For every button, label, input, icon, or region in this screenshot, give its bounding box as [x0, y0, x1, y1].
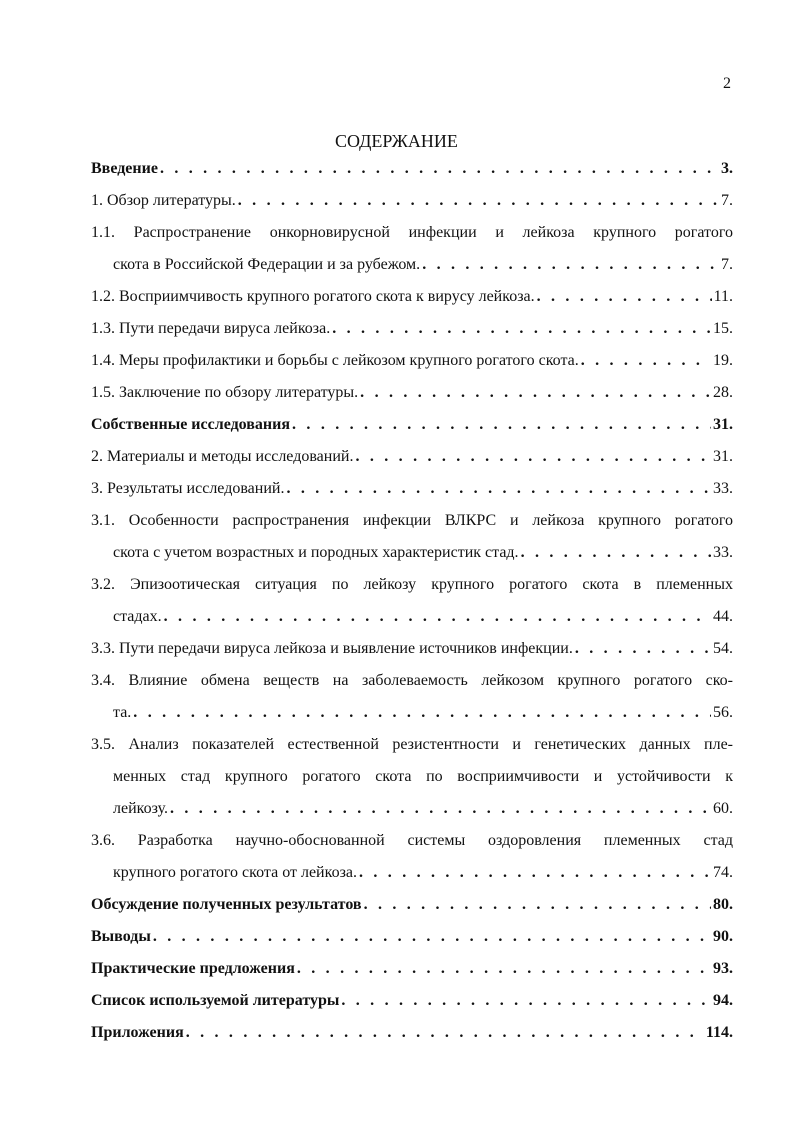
leader-dots: [332, 313, 711, 345]
toc-entry-appendices[interactable]: Приложения . . . 114.: [91, 1017, 733, 1049]
leader-dots: [297, 953, 711, 985]
leader-dots: [160, 153, 719, 185]
leader-dots: [164, 601, 711, 633]
leader-dots: [133, 697, 711, 729]
toc-entry-3-6[interactable]: 3.6. Разработка научно-обоснованной системы оздоровления племенных стад крупного рогатого скота от лейкоза. . . . 74.: [91, 825, 733, 889]
toc-entry-own-research[interactable]: Собственные исследования . . . 31.: [91, 409, 733, 441]
toc-entry-references[interactable]: Список используемой литературы . . . 94.: [91, 985, 733, 1017]
toc-entry-3-2[interactable]: 3.2. Эпизоотическая ситуация по лейкозу крупного рогатого скота в племенных стадах. . . . 44.: [91, 569, 733, 633]
toc-entry-3-4[interactable]: 3.4. Влияние обмена веществ на заболеваемость лейкозом крупного рогатого ско- та. . . . 56.: [91, 665, 733, 729]
leader-dots: [170, 793, 711, 825]
leader-dots: [238, 185, 719, 217]
leader-dots: [521, 537, 711, 569]
table-of-contents: [91, 153, 733, 1049]
toc-entry-1-4[interactable]: 1.4. Меры профилактики и борьбы с лейкозом крупного рогатого скота. . . . 19.: [91, 345, 733, 377]
toc-entry-1-2[interactable]: 1.2. Восприимчивость крупного рогатого скота к вирусу лейкоза. . . . 11.: [91, 281, 733, 313]
toc-entry-conclusions[interactable]: Выводы . . . 90.: [91, 921, 733, 953]
toc-entry-3-1[interactable]: 3.1. Особенности распространения инфекции ВЛКРС и лейкоза крупного рогатого скота с учетом возрастных и породных характеристик стад. . . . 33.: [91, 505, 733, 569]
toc-entry-2[interactable]: 2. Материалы и методы исследований. . . . 31.: [91, 441, 733, 473]
toc-entry-1-5[interactable]: 1.5. Заключение по обзору литературы. . . . 28.: [91, 377, 733, 409]
toc-entry-1-3[interactable]: 1.3. Пути передачи вируса лейкоза. . . . 15.: [91, 313, 733, 345]
page-title: СОДЕРЖАНИЕ: [335, 131, 458, 151]
leader-dots: [422, 249, 719, 281]
leader-dots: [286, 473, 711, 505]
toc-entry-3-3[interactable]: 3.3. Пути передачи вируса лейкоза и выявление источников инфекции. . . . 54.: [91, 633, 733, 665]
leader-dots: [360, 377, 711, 409]
leader-dots: [355, 441, 711, 473]
leader-dots: [292, 409, 711, 441]
toc-entry-3[interactable]: 3. Результаты исследований. . . . 33.: [91, 473, 733, 505]
toc-entry-discussion[interactable]: Обсуждение полученных результатов . . . 80.: [91, 889, 733, 921]
toc-entry-introduction[interactable]: Введение . . . 3.: [91, 153, 733, 185]
leader-dots: [537, 281, 712, 313]
toc-entry-1[interactable]: 1. Обзор литературы. . . . 7.: [91, 185, 733, 217]
toc-entry-1-1[interactable]: 1.1. Распространение онкорновирусной инфекции и лейкоза крупного рогатого скота в Российской Федерации и за рубежом. . . . 7.: [91, 217, 733, 281]
toc-entry-3-5[interactable]: 3.5. Анализ показателей естественной резистентности и генетических данных пле- менных стад крупного рогатого скота по восприимчивости и устойчивости к лейкозу. . . . 60.: [91, 729, 733, 825]
leader-dots: [153, 921, 711, 953]
page-number: 2: [723, 75, 731, 92]
leader-dots: [364, 889, 711, 921]
leader-dots: [575, 633, 711, 665]
leader-dots: [359, 857, 711, 889]
leader-dots: [186, 1017, 704, 1049]
leader-dots: [341, 985, 711, 1017]
leader-dots: [581, 345, 711, 377]
toc-entry-practical-proposals[interactable]: Практические предложения . . . 93.: [91, 953, 733, 985]
